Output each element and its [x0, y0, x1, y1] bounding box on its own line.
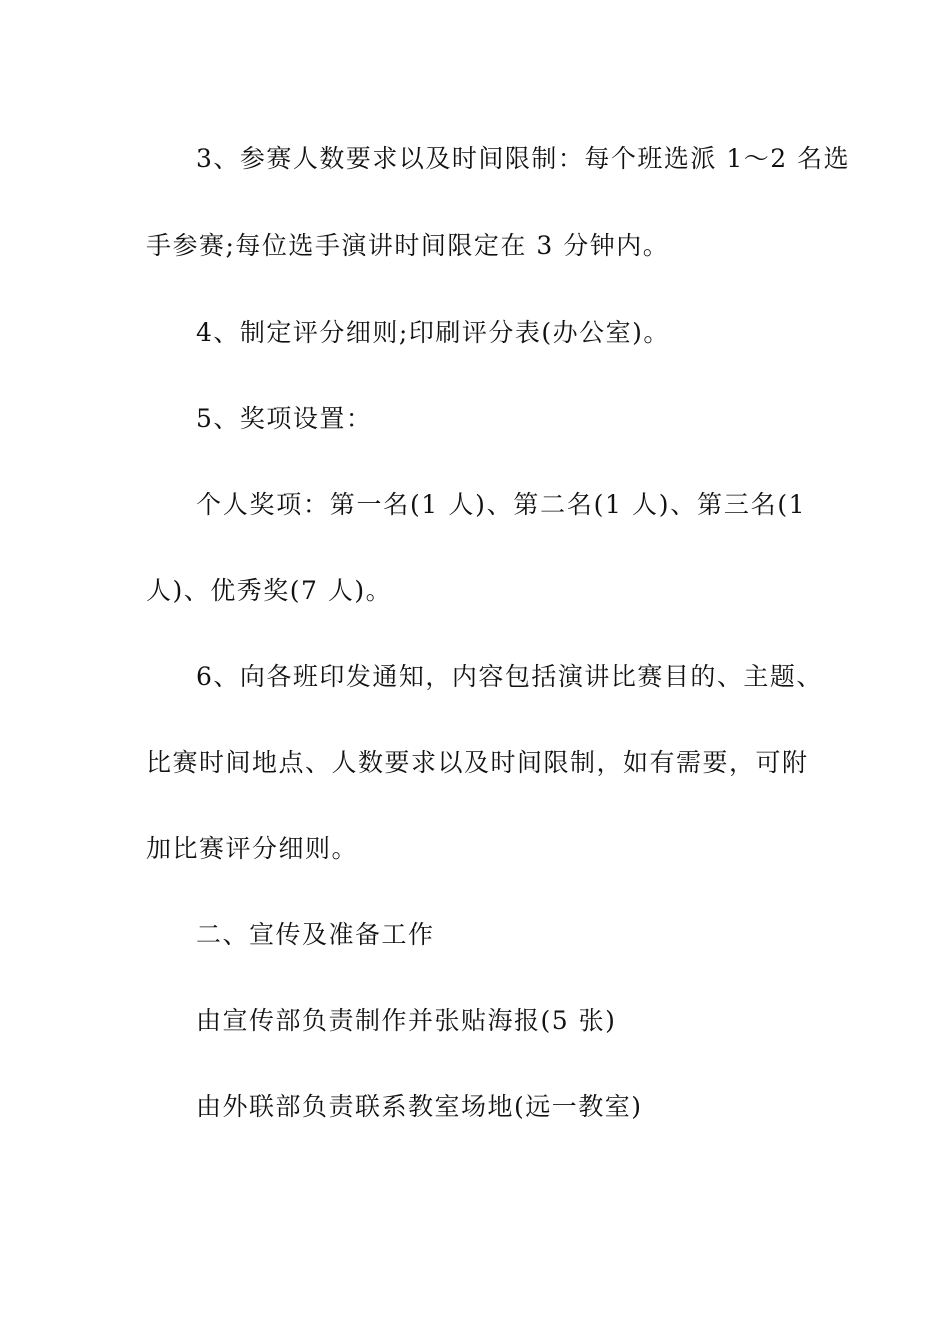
- paragraph-item-6-line-3: 加比赛评分细则。: [146, 834, 359, 863]
- paragraph-awards-line-1: 个人奖项：第一名(1 人)、第二名(1 人)、第三名(1: [196, 490, 806, 519]
- paragraph-item-4: 4、制定评分细则;印刷评分表(办公室)。: [196, 318, 670, 347]
- section-heading-publicity: 二、宣传及准备工作: [196, 920, 435, 949]
- paragraph-poster: 由宣传部负责制作并张贴海报(5 张): [196, 1006, 617, 1035]
- paragraph-item-3-line-1: 3、参赛人数要求以及时间限制：每个班选派 1～2 名选: [196, 144, 851, 173]
- paragraph-item-5-heading: 5、奖项设置：: [196, 404, 373, 433]
- paragraph-item-6-line-2: 比赛时间地点、人数要求以及时间限制，如有需要，可附: [146, 748, 809, 777]
- paragraph-item-6-line-1: 6、向各班印发通知，内容包括演讲比赛目的、主题、: [196, 662, 823, 691]
- paragraph-item-3-line-2: 手参赛;每位选手演讲时间限定在 3 分钟内。: [146, 231, 670, 260]
- paragraph-venue: 由外联部负责联系教室场地(远一教室): [196, 1092, 643, 1121]
- paragraph-awards-line-2: 人)、优秀奖(7 人)。: [146, 576, 393, 605]
